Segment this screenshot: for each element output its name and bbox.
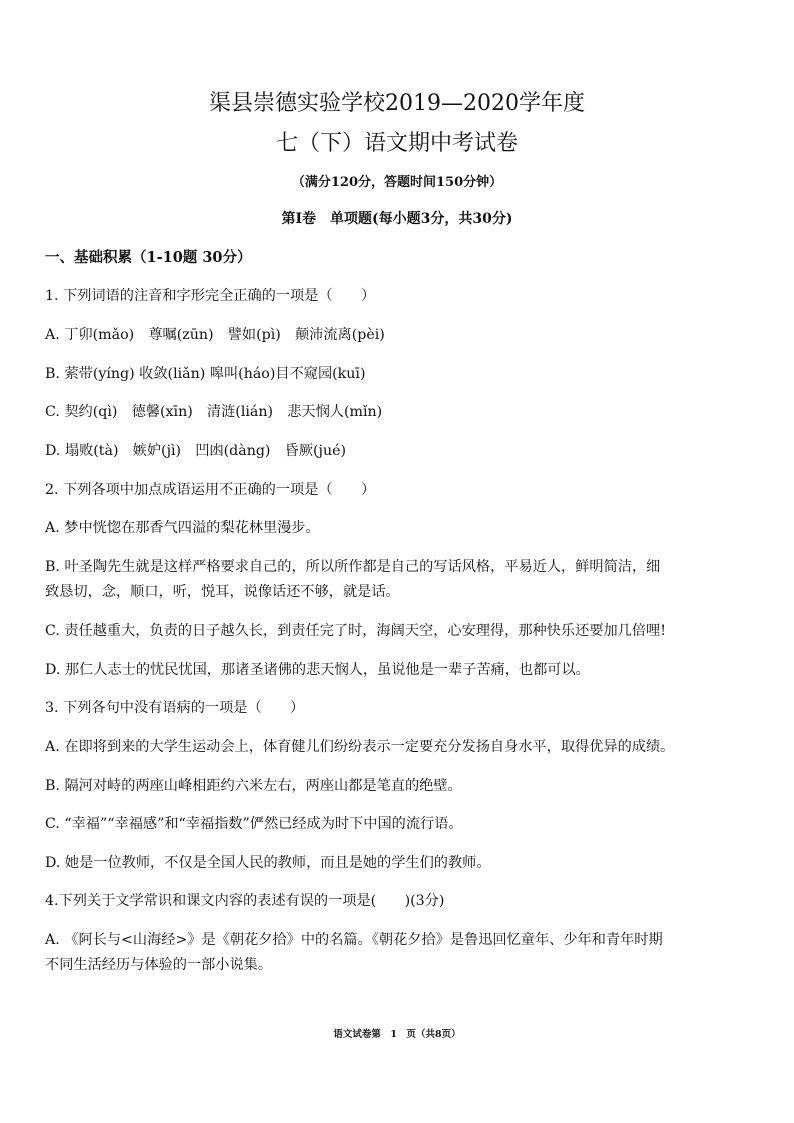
- question-3-option-d: D. 她是一位教师，不仅是全国人民的教师，而且是她的学生们的教师。: [45, 855, 491, 871]
- question-2-option-b-cont: 致恳切，念，顺口，听，悦耳，说像话还不够，就是话。: [45, 584, 400, 600]
- section-heading: 一、基础积累（1-10题 30分）: [45, 249, 252, 266]
- question-2-option-b: B. 叶圣陶先生就是这样严格要求自己的，所以所作都是自己的写话风格，平易近人，鲜明简洁，细: [45, 559, 661, 575]
- question-2-option-a: A. 梦中恍惚在那香气四溢的梨花林里漫步。: [45, 520, 320, 536]
- exam-title: 渠县崇德实验学校2019—2020学年度: [209, 91, 585, 116]
- question-3-option-b: B. 隔河对峙的两座山峰相距约六米左右，两座山都是笔直的绝壁。: [45, 778, 462, 794]
- exam-title-grade: 七（下）语文期中考试卷: [275, 131, 518, 156]
- question-1-stem: 1. 下列词语的注音和字形完全正确的一项是（ ）: [45, 288, 376, 304]
- exam-subtitle: （满分120分，答题时间150分钟）: [291, 175, 503, 190]
- question-1-option-a: A. 丁卯(mǎo) 尊嘱(zūn) 譬如(pì) 颠沛流离(pèi): [45, 327, 385, 343]
- page-footer: 语文试卷第 1 页（共8页）: [333, 1029, 461, 1040]
- question-2-option-d: D. 那仁人志士的忧民忧国，那诸圣诸佛的悲天悯人，虽说他是一辈子苦痛，也都可以。: [45, 662, 590, 678]
- question-4-option-a: A. 《阿长与<山海经>》是《朝花夕拾》中的名篇。《朝花夕拾》是鲁迅回忆童年、少年和青年时期: [45, 932, 663, 948]
- question-2-option-c: C. 责任越重大，负责的日子越久长，到责任完了时，海阔天空，心安理得，那种快乐还要加几倍哩!: [45, 623, 666, 639]
- part-heading: 第Ⅰ卷 单项题(每小题3分，共30分): [281, 211, 513, 227]
- question-4-option-a-cont: 不同生活经历与体验的一部小说集。: [45, 957, 273, 973]
- question-1-option-b: B. 萦带(yíng) 收敛(liǎn) 嗥叫(háo)目不窥园(kuī): [45, 366, 366, 382]
- question-4-stem: 4.下列关于文学常识和课文内容的表述有误的一项是( )(3分): [45, 893, 445, 909]
- question-2-stem: 2. 下列各项中加点成语运用不正确的一项是（ ）: [45, 482, 376, 498]
- question-3-option-a: A. 在即将到来的大学生运动会上，体育健儿们纷纷表示一定要充分发扬自身水平，取得优异的成绩。: [45, 739, 675, 755]
- question-1-option-d: D. 塌败(tà) 嫉妒(jì) 凹凼(dàng) 昏厥(jué): [45, 443, 347, 459]
- question-1-option-c: C. 契约(qì) 德馨(xīn) 清涟(lián) 悲天悯人(mǐn): [45, 404, 383, 420]
- question-3-option-c: C. “幸福”“幸福感”和“幸福指数”俨然已经成为时下中国的流行语。: [45, 816, 463, 832]
- question-3-stem: 3. 下列各句中没有语病的一项是（ ）: [45, 700, 305, 716]
